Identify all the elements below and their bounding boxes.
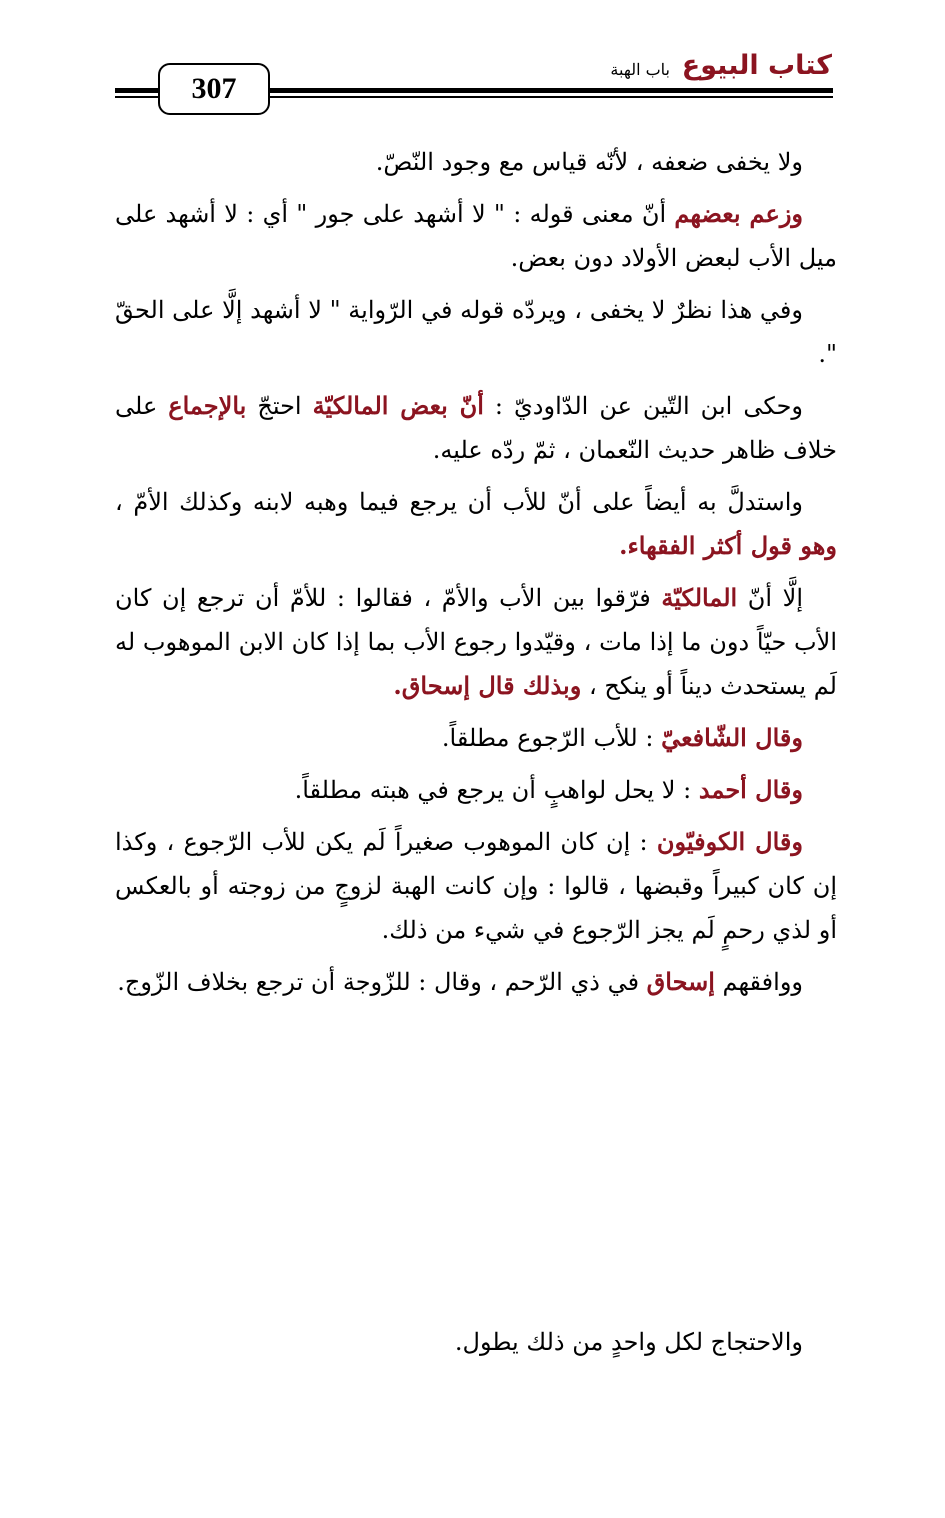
closing-text: والاحتجاج لكل واحدٍ من ذلك يطول. — [454, 1328, 803, 1356]
page-number: 307 — [158, 63, 270, 115]
highlighted-phrase: وهو قول أكثر الفقهاء. — [619, 531, 837, 560]
highlighted-phrase: بالإجماع — [168, 391, 247, 420]
highlighted-phrase: وبذلك قال إسحاق. — [393, 671, 582, 700]
body-text: على خلاف ظاهر حديث النّعمان ، ثمّ ردّه عليه. — [115, 392, 837, 464]
paragraph-p8 — [115, 768, 837, 812]
body-text: : إن كان الموهوب صغيراً لَم يكن للأب الرّجوع ، وكذا إن كان كبيراً وقبضها ، قالوا : وإن كانت الهبة لزوجٍ من زوجته أو بالعكس أو لذي رحمٍ لَم يجز الرّجوع في شيء من ذلك. — [115, 828, 837, 944]
highlighted-phrase: وقال الكوفيّون — [656, 827, 803, 856]
paragraph-p9 — [115, 820, 837, 952]
highlighted-phrase: المالكيّة — [661, 583, 738, 612]
body-text: في ذي الرّحم ، وقال : للزّوجة أن ترجع بخلاف الزّوج. — [117, 968, 647, 996]
paragraph-p10 — [115, 960, 837, 1004]
page-header — [0, 0, 945, 130]
body-text: فرّقوا بين الأب والأمّ ، فقالوا : للأمّ أن ترجع إن كان الأب حيّاً دون ما إذا مات ، وقيّدوا رجوع الأب بما إذا كان الابن الموهوب له لَم يستحدث ديناً أو ينكح ، — [115, 584, 837, 700]
body-text: إلَّا أنّ — [737, 584, 804, 612]
body-text: : لا يحل لواهبٍ أن يرجع في هبته مطلقاً. — [294, 776, 699, 804]
paragraph-p3 — [115, 288, 837, 376]
paragraph-p6 — [115, 576, 837, 708]
body-text: : للأب الرّجوع مطلقاً. — [441, 724, 662, 752]
highlighted-phrase: أنّ بعض المالكيّة — [312, 391, 484, 420]
body-text: واستدلَّ به أيضاً على أنّ للأب أن يرجع فيما وهبه لابنه وكذلك الأمّ ، — [115, 488, 803, 516]
body-text: ولا يخفى ضعفه ، لأنّه قياس مع وجود النّصّ. — [375, 148, 803, 176]
highlighted-phrase: وقال الشّافعيّ — [661, 723, 803, 752]
paragraph-p4 — [115, 384, 837, 472]
body-text: وحكى ابن التّين عن الدّاوديّ : — [483, 392, 804, 420]
highlighted-phrase: إسحاق — [646, 967, 715, 996]
page-body — [115, 140, 837, 1004]
closing-paragraph — [115, 1320, 837, 1364]
paragraph-p2 — [115, 192, 837, 280]
paragraph-p5 — [115, 480, 837, 568]
highlighted-phrase: وقال أحمد — [698, 775, 803, 804]
body-text: أنّ معنى قوله : " لا أشهد على جور " أي : لا أشهد على ميل الأب لبعض الأولاد دون بعض. — [115, 200, 837, 272]
paragraph-p1 — [115, 140, 837, 184]
body-text: وفي هذا نظرٌ لا يخفى ، ويردّه قوله في الرّواية " لا أشهد إلَّا على الحقّ ". — [115, 296, 837, 368]
paragraph-p7 — [115, 716, 837, 760]
book-title: كتاب البيوع — [681, 50, 832, 81]
body-text: احتجّ — [246, 392, 313, 420]
body-text: ووافقهم — [714, 968, 803, 996]
chapter-title: باب الهبة — [610, 60, 670, 79]
highlighted-phrase: وزعم بعضهم — [674, 199, 803, 228]
